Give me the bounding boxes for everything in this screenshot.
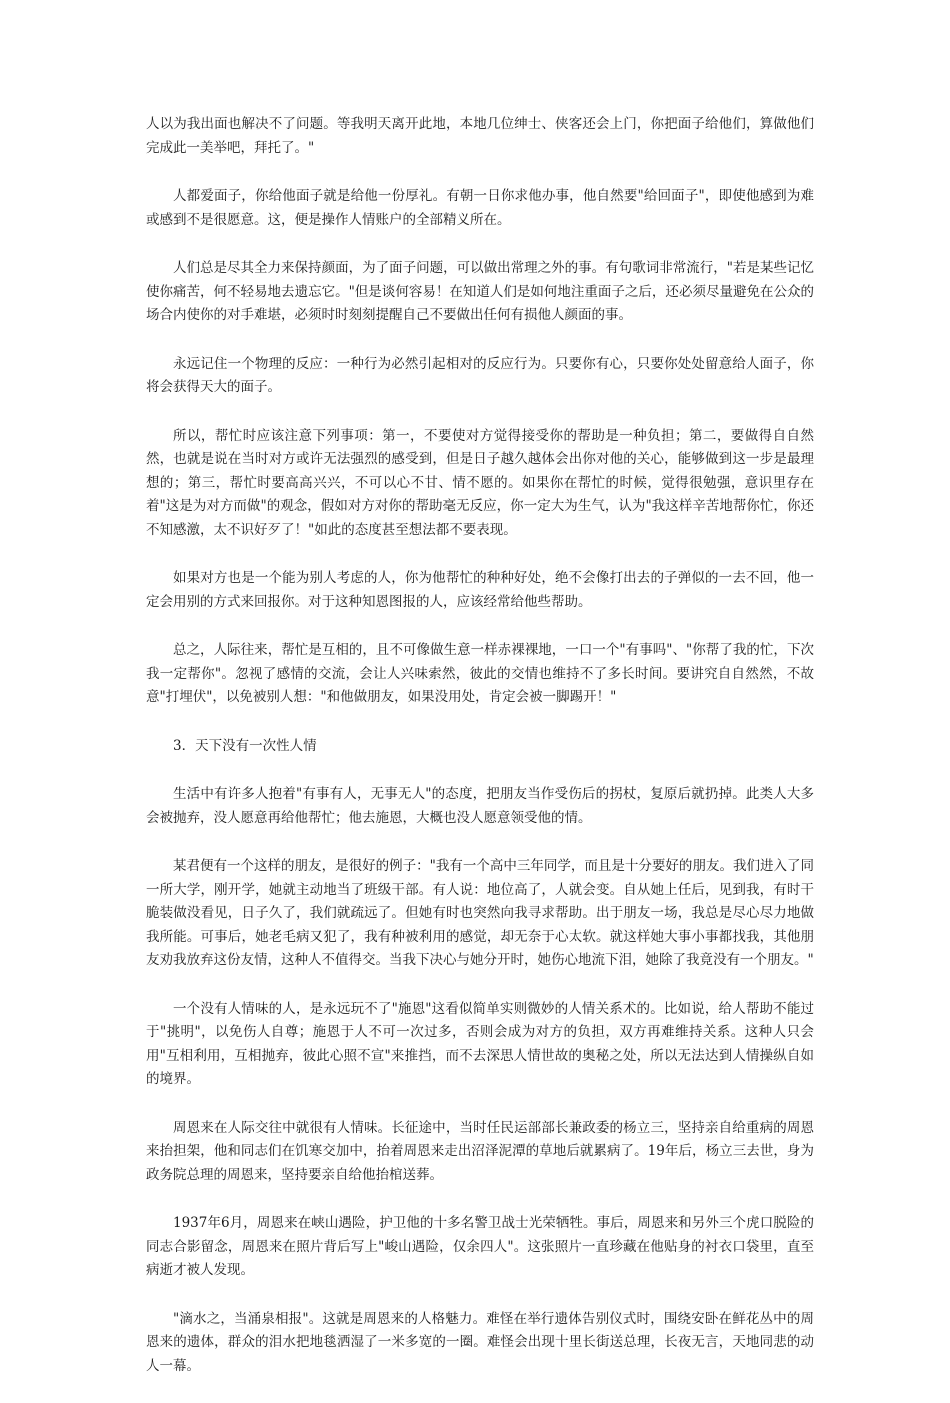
- section-heading: 3．天下没有一次性人情: [173, 737, 317, 754]
- paragraph-13: "滴水之，当涌泉相报"。这就是周恩来的人格魅力。难怪在举行遗体告别仪式时，围绕安卧在鲜花丛中的周恩来的遗体，群众的泪水把地毯洒湿了一米多宽的一圈。难怪会出现十里长街送总理，长夜无言，天地同悲的动人一幕。: [146, 1310, 814, 1374]
- document-page: [146, 113, 814, 1403]
- paragraph-7: 总之，人际往来，帮忙是互相的，且不可像做生意一样赤裸裸地，一口一个"有事吗"、"你帮了我的忙，下次我一定帮你"。忽视了感情的交流，会让人兴味索然，彼此的交情也维持不了多长时间。要讲究自自然然，不故意"打埋伏"，以免被别人想："和他做朋友，如果没用处，肯定会被一脚踢开！": [146, 642, 814, 705]
- paragraph-12: 1937年6月，周恩来在峡山遇险，护卫他的十多名警卫战士光荣牺牲。事后，周恩来和另外三个虎口脱险的同志合影留念，周恩来在照片背后写上"峻山遇险，仅余四人"。这张照片一直珍藏在他贴身的衬衣口袋里，直至病逝才被人发现。: [146, 1215, 814, 1278]
- paragraph-3: 人们总是尽其全力来保持颜面，为了面子问题，可以做出常理之外的事。有句歌词非常流行，"若是某些记忆使你痛苦，何不轻易地去遗忘它。"但是谈何容易！在知道人们是如何地注重面子之后，还必须尽量避免在公众的场合内使你的对手难堪，必须时时刻刻提醒自己不要做出任何有损他人颜面的事。: [146, 260, 814, 323]
- paragraph-5: 所以，帮忙时应该注意下列事项：第一，不要使对方觉得接受你的帮助是一种负担；第二，要做得自自然然，也就是说在当时对方或许无法强烈的感受到，但是日子越久越体会出你对他的关心，能够做到这一步是最理想的；第三，帮忙时要高高兴兴，不可以心不甘、情不愿的。如果你在帮忙的时候，觉得很勉强，意识里存在着"这是为对方而做"的观念，假如对方对你的帮助毫无反应，你一定大为生气，认为"我这样辛苦地帮你忙，你还不知感激，太不识好歹了！"如此的态度甚至想法都不要表现。: [146, 427, 814, 538]
- paragraph-11: 周恩来在人际交往中就很有人情味。长征途中，当时任民运部部长兼政委的杨立三，坚持亲自给重病的周恩来抬担架，他和同志们在饥寒交加中，抬着周恩来走出沼泽泥潭的草地后就累病了。19年后，杨立三去世，身为政务院总理的周恩来，坚持要亲自给他抬棺送葬。: [146, 1119, 814, 1183]
- paragraph-10: 一个没有人情味的人，是永远玩不了"施恩"这看似简单实则微妙的人情关系术的。比如说，给人帮助不能过于"挑明"，以免伤人自尊；施恩于人不可一次过多，否则会成为对方的负担，双方再难维持关系。这种人只会用"互相利用，互相抛弃，彼此心照不宣"来推挡，而不去深思人情世故的奥秘之处，所以无法达到人情操纵自如的境界。: [146, 1000, 814, 1087]
- paragraph-2: 人都爱面子，你给他面子就是给他一份厚礼。有朝一日你求他办事，他自然要"给回面子"，即使他感到为难或感到不是很愿意。这，便是操作人情账户的全部精义所在。: [146, 188, 814, 228]
- paragraph-1: 人以为我出面也解决不了问题。等我明天离开此地，本地几位绅士、侠客还会上门，你把面子给他们，算做他们完成此一美举吧，拜托了。": [146, 116, 814, 156]
- paragraph-6: 如果对方也是一个能为别人考虑的人，你为他帮忙的种种好处，绝不会像打出去的子弹似的一去不回，他一定会用别的方式来回报你。对于这种知恩图报的人，应该经常给他些帮助。: [146, 570, 814, 610]
- paragraph-4: 永远记住一个物理的反应：一种行为必然引起相对的反应行为。只要你有心，只要你处处留意给人面子，你将会获得天大的面子。: [146, 355, 814, 395]
- paragraph-9: 某君便有一个这样的朋友，是很好的例子："我有一个高中三年同学，而且是十分要好的朋友。我们进入了同一所大学，刚开学，她就主动地当了班级干部。有人说：地位高了，人就会变。自从她上任后，见到我，有时干脆装做没看见，日子久了，我们就疏远了。但她有时也突然向我寻求帮助。出于朋友一场，我总是尽心尽力地做我所能。可事后，她老毛病又犯了，我有种被利用的感觉，却无奈于心太软。就这样她大事小事都找我，其他朋友劝我放弃这份友情，这种人不值得交。当我下决心与她分开时，她伤心地流下泪，她除了我竟没有一个朋友。": [146, 858, 814, 968]
- paragraph-8: 生活中有许多人抱着"有事有人，无事无人"的态度，把朋友当作受伤后的拐杖，复原后就扔掉。此类人大多会被抛弃，没人愿意再给他帮忙；他去施恩，大概也没人愿意领受他的情。: [146, 786, 814, 826]
